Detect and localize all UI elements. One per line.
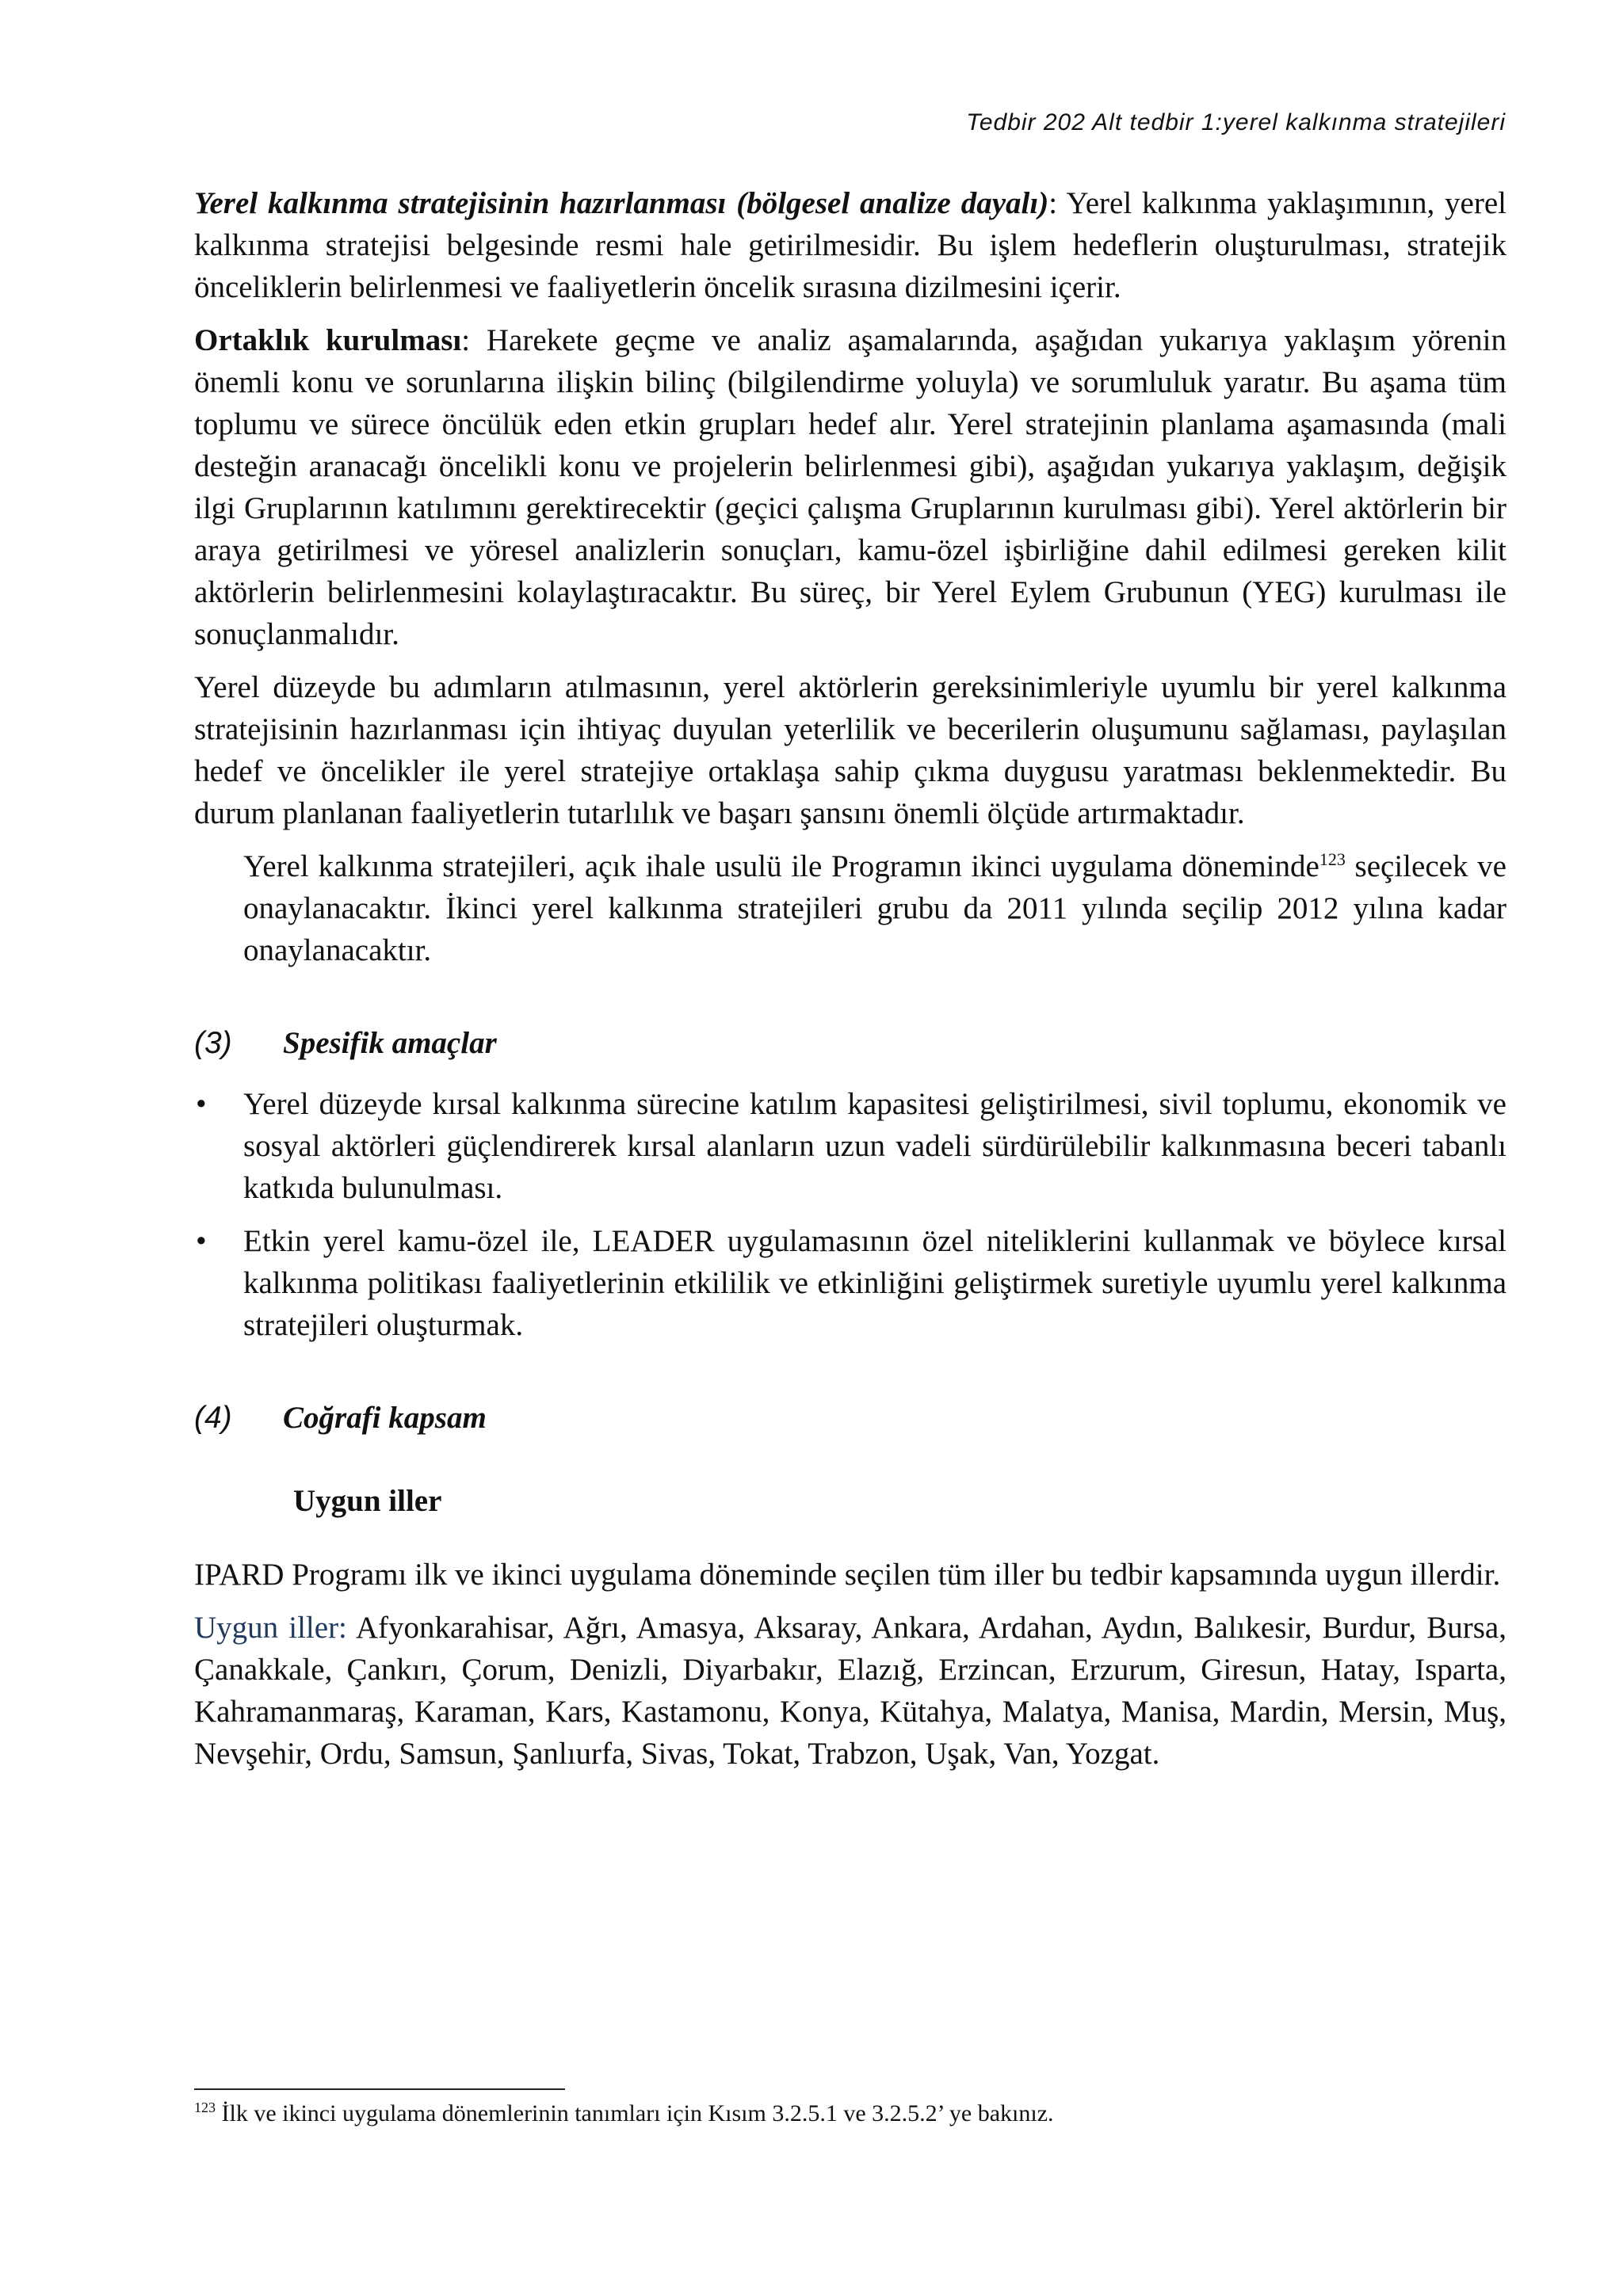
paragraph-strategy-preparation xyxy=(194,182,1507,308)
section-title: Spesifik amaçlar xyxy=(283,1026,497,1060)
section-number: (4) xyxy=(194,1401,232,1435)
footnote-number: 123 xyxy=(194,2100,216,2115)
footnote xyxy=(194,2098,1054,2130)
section-number: (3) xyxy=(194,1026,232,1060)
list-item xyxy=(194,1083,1507,1209)
subheading-eligible-provinces: Uygun iller xyxy=(293,1484,442,1518)
paragraph-text: Yerel kalkınma yaklaşımının, yerel kalkınma stratejisi belgesinde resmi hale getirilmesidir. Bu işlem hedeflerin oluşturulması, stratejik önceliklerin belirlenmesi ve faaliyetlerin öncelik sırasına dizilmesini içerir. xyxy=(194,186,1507,304)
list-item-text: Yerel düzeyde kırsal kalkınma sürecine katılım kapasitesi geliştirilmesi, sivil toplumu, ekonomik ve sosyal aktörleri güçlendirerek kırsal alanların uzun vadeli sürdürülebilir kalkınmasına beceri tabanlı katkıda bulunulması. xyxy=(243,1087,1507,1205)
section-heading-specific-objectives xyxy=(194,1022,1507,1064)
footnote-text: İlk ve ikinci uygulama dönemlerinin tanımları için Kısım 3.2.5.1 ve 3.2.5.2’ ye bakınız. xyxy=(216,2100,1054,2126)
paragraph-eligible-provinces xyxy=(194,1607,1507,1775)
paragraph-selection xyxy=(243,845,1507,971)
paragraph-text: Yerel kalkınma stratejileri, açık ihale usulü ile Programın ikinci uygulama döneminde xyxy=(243,849,1319,883)
running-header: Tedbir 202 Alt tedbir 1:yerel kalkınma stratejileri xyxy=(966,109,1506,135)
paragraph-title-separator: : xyxy=(1048,186,1058,220)
section-title: Coğrafi kapsam xyxy=(283,1401,487,1435)
bullet-icon: • xyxy=(196,1087,207,1121)
list-item xyxy=(194,1220,1507,1346)
objectives-list xyxy=(194,1083,1507,1346)
bullet-icon: • xyxy=(196,1224,207,1258)
footnote-divider xyxy=(194,2088,565,2090)
paragraph-title: Ortaklık kurulması xyxy=(194,323,462,357)
paragraph-eligibility-intro: IPARD Programı ilk ve ikinci uygulama döneminde seçilen tüm iller bu tedbir kapsamında uygun illerdir. xyxy=(194,1558,1501,1592)
list-item-text: Etkin yerel kamu-özel ile, LEADER uygulamasının özel niteliklerini kullanmak ve böylece kırsal kalkınma politikası faaliyetlerinin etkililik ve etkinliğini geliştirmek suretiyle uyumlu yerel kalkınma stratejileri oluşturmak. xyxy=(243,1224,1507,1342)
eligible-provinces-label: Uygun iller: xyxy=(194,1611,347,1645)
paragraph-title: Yerel kalkınma stratejisinin hazırlanması (bölgesel analize dayalı) xyxy=(194,186,1049,220)
paragraph-text: : Harekete geçme ve analiz aşamalarında, aşağıdan yukarıya yaklaşım yörenin önemli konu ve sorunlarına ilişkin bilinç (bilgilendirme yoluyla) ve sorumluluk yaratır. Bu aşama tüm toplumu ve sürece öncülük eden etkin grupları hedef alır. Yerel stratejinin planlama aşamasında (mali desteğin aranacağı öncelikli konu ve projelerin belirlenmesi gibi), aşağıdan yukarıya yaklaşım, değişik ilgi Gruplarının katılımını gerektirecektir (geçici çalışma Gruplarının kurulması gibi). Yerel aktörlerin bir araya getirilmesi ve yöresel analizlerin sonuçları, kamu-özel işbirliğine dahil edilmesi gereken kilit aktörlerin belirlenmesini kolaylaştıracaktır. Bu süreç, bir Yerel Eylem Grubunun (YEG) kurulması ile sonuçlanmalıdır. xyxy=(194,323,1507,651)
eligible-provinces-list: Afyonkarahisar, Ağrı, Amasya, Aksaray, Ankara, Ardahan, Aydın, Balıkesir, Burdur, Bursa, Çanakkale, Çankırı, Çorum, Denizli, Diyarbakır, Elazığ, Erzincan, Erzurum, Giresun, Hatay, Isparta, Kahramanmaraş, Karaman, Kars, Kastamonu, Konya, Kütahya, Malatya, Manisa, Mardin, Mersin, Muş, Nevşehir, Ordu, Samsun, Şanlıurfa, Sivas, Tokat, Trabzon, Uşak, Van, Yozgat. xyxy=(194,1611,1507,1771)
document-body xyxy=(194,182,1507,1786)
paragraph-text: seçilecek ve onaylanacaktır. İkinci yerel kalkınma stratejileri grubu da 2011 yılında seçilip 2012 yılına kadar onaylanacaktır. xyxy=(243,849,1507,967)
paragraph-partnership xyxy=(194,319,1507,655)
section-heading-geographic-scope xyxy=(194,1397,1507,1439)
paragraph-local-steps: Yerel düzeyde bu adımların atılmasının, yerel aktörlerin gereksinimleriyle uyumlu bir yerel kalkınma stratejisinin hazırlanması için ihtiyaç duyulan yeterlilik ve becerilerin oluşumunu sağlaması, paylaşılan hedef ve öncelikler ile yerel stratejiye ortaklaşa sahip çıkma duygusu yaratması beklenmektedir. Bu durum planlanan faaliyetlerin tutarlılık ve başarı şansını önemli ölçüde artırmaktadır. xyxy=(194,670,1507,830)
footnote-reference[interactable]: 123 xyxy=(1319,849,1346,869)
